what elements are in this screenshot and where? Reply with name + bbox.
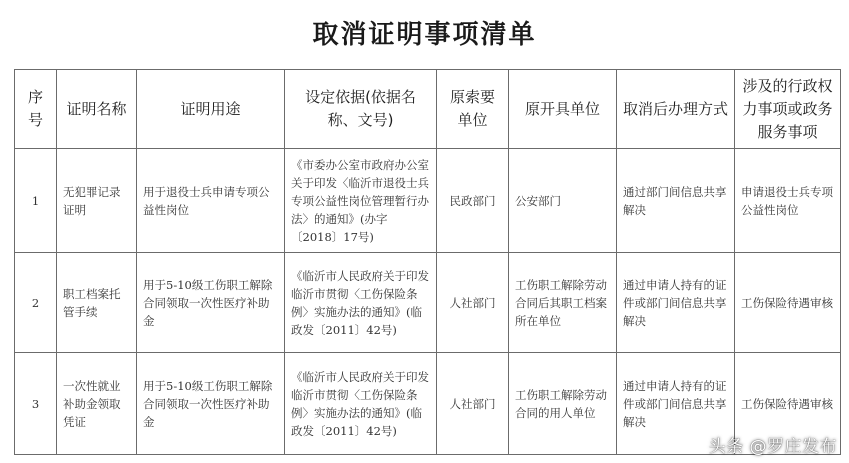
cell-purpose: 用于退役士兵申请专项公益性岗位 [137, 149, 285, 253]
header-issue-unit: 原开具单位 [509, 70, 617, 149]
cell-no: 1 [15, 149, 57, 253]
header-purpose: 证明用途 [137, 70, 285, 149]
cell-matter: 工伤保险待遇审核 [735, 353, 841, 455]
header-name: 证明名称 [57, 70, 137, 149]
cell-basis: 《临沂市人民政府关于印发临沂市贯彻〈工伤保险条例〉实施办法的通知》(临政发〔2011〕42号) [285, 353, 437, 455]
cell-name: 无犯罪记录证明 [57, 149, 137, 253]
cell-no: 3 [15, 353, 57, 455]
cell-method: 通过申请人持有的证件或部门间信息共享解决 [617, 253, 735, 353]
header-no: 序号 [15, 70, 57, 149]
cell-no: 2 [15, 253, 57, 353]
page-title: 取消证明事项清单 [312, 20, 537, 50]
cell-issue-unit: 公安部门 [509, 149, 617, 253]
cell-basis: 《市委办公室市政府办公室关于印发〈临沂市退役士兵专项公益性岗位管理暂行办法〉的通知》(办字〔2018〕17号) [285, 149, 437, 253]
table-header-row [15, 70, 841, 149]
cell-method: 通过部门间信息共享解决 [617, 149, 735, 253]
cell-method: 通过申请人持有的证件或部门间信息共享解决 [617, 353, 735, 455]
certificate-table [14, 69, 841, 455]
cell-issue-unit: 工伤职工解除劳动合同的用人单位 [509, 353, 617, 455]
header-method: 取消后办理方式 [617, 70, 735, 149]
watermark: 头条 @罗庄发布 [708, 437, 837, 457]
cell-purpose: 用于5-10级工伤职工解除合同领取一次性医疗补助金 [137, 253, 285, 353]
cell-request-unit: 民政部门 [437, 149, 509, 253]
cell-request-unit: 人社部门 [437, 353, 509, 455]
cell-matter: 工伤保险待遇审核 [735, 253, 841, 353]
header-request-unit: 原索要单位 [437, 70, 509, 149]
cell-name: 职工档案托管手续 [57, 253, 137, 353]
cell-name: 一次性就业补助金领取凭证 [57, 353, 137, 455]
table-row [15, 253, 841, 353]
table-row [15, 149, 841, 253]
cell-request-unit: 人社部门 [437, 253, 509, 353]
cell-purpose: 用于5-10级工伤职工解除合同领取一次性医疗补助金 [137, 353, 285, 455]
header-matter: 涉及的行政权力事项或政务服务事项 [735, 70, 841, 149]
cell-matter: 申请退役士兵专项公益性岗位 [735, 149, 841, 253]
cell-issue-unit: 工伤职工解除劳动合同后其职工档案所在单位 [509, 253, 617, 353]
header-basis: 设定依据(依据名称、文号) [285, 70, 437, 149]
cell-basis: 《临沂市人民政府关于印发临沂市贯彻〈工伤保险条例〉实施办法的通知》(临政发〔2011〕42号) [285, 253, 437, 353]
